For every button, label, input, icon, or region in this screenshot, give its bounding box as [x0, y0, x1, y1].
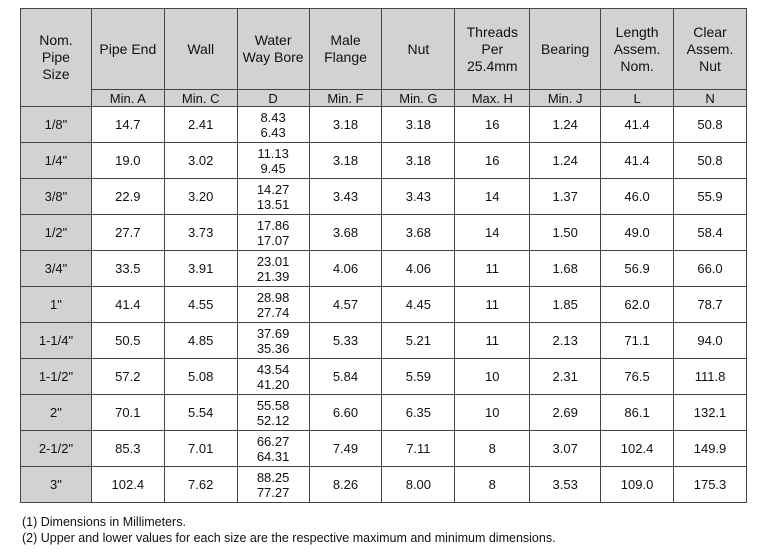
bore-lower-value: 64.31 [256, 448, 290, 464]
footnote-2: (2) Upper and lower values for each size are the respective maximum and minimum dimensions. [22, 531, 556, 545]
pipe-end-cell: 19.0 [91, 143, 164, 179]
nut-cell: 5.21 [382, 323, 455, 359]
bearing-cell: 1.37 [530, 179, 601, 215]
unit-male-flange: Min. F [309, 90, 382, 107]
wall-cell: 3.20 [164, 179, 237, 215]
dimensions-table [20, 8, 747, 503]
male-flange-cell: 3.18 [309, 107, 382, 143]
pipe-size-cell: 2" [21, 395, 92, 431]
bearing-cell: 1.24 [530, 143, 601, 179]
nut-cell: 7.11 [382, 431, 455, 467]
unit-wall: Min. C [164, 90, 237, 107]
unit-threads: Max. H [455, 90, 530, 107]
clear-cell: 94.0 [674, 323, 747, 359]
clear-cell: 111.8 [674, 359, 747, 395]
bore-lower-value: 35.36 [256, 340, 290, 356]
nut-cell: 4.45 [382, 287, 455, 323]
pipe-end-cell: 27.7 [91, 215, 164, 251]
bearing-cell: 1.50 [530, 215, 601, 251]
bore-lower-value: 77.27 [256, 484, 290, 500]
wall-cell: 3.02 [164, 143, 237, 179]
bore-cell [237, 395, 309, 431]
header-wall: Wall [164, 9, 237, 90]
header-male-flange: Male Flange [309, 9, 382, 90]
clear-cell: 58.4 [674, 215, 747, 251]
bore-upper-value: 28.98 [256, 289, 290, 305]
wall-cell: 4.55 [164, 287, 237, 323]
threads-cell: 8 [455, 467, 530, 503]
wall-cell: 3.91 [164, 251, 237, 287]
table-body [21, 107, 747, 503]
table-row [21, 287, 747, 323]
wall-cell: 5.54 [164, 395, 237, 431]
pipe-end-cell: 33.5 [91, 251, 164, 287]
bore-upper-value: 11.13 [257, 145, 289, 161]
bore-upper-value: 17.86 [256, 217, 290, 233]
pipe-size-cell: 1/2" [21, 215, 92, 251]
threads-cell: 11 [455, 287, 530, 323]
pipe-size-cell: 1/4" [21, 143, 92, 179]
length-cell: 41.4 [601, 107, 674, 143]
length-cell: 71.1 [601, 323, 674, 359]
male-flange-cell: 5.84 [309, 359, 382, 395]
pipe-end-cell: 22.9 [91, 179, 164, 215]
pipe-size-cell: 1/8" [21, 107, 92, 143]
threads-cell: 8 [455, 431, 530, 467]
table-row [21, 467, 747, 503]
bearing-cell: 3.07 [530, 431, 601, 467]
male-flange-cell: 8.26 [309, 467, 382, 503]
table-row [21, 359, 747, 395]
bore-cell [237, 107, 309, 143]
clear-cell: 66.0 [674, 251, 747, 287]
unit-clear: N [674, 90, 747, 107]
length-cell: 102.4 [601, 431, 674, 467]
male-flange-cell: 3.43 [309, 179, 382, 215]
clear-cell: 149.9 [674, 431, 747, 467]
pipe-end-cell: 70.1 [91, 395, 164, 431]
pipe-end-cell: 85.3 [91, 431, 164, 467]
bore-upper-value: 43.54 [256, 361, 290, 377]
length-cell: 62.0 [601, 287, 674, 323]
threads-cell: 14 [455, 179, 530, 215]
bore-cell [237, 215, 309, 251]
clear-cell: 175.3 [674, 467, 747, 503]
male-flange-cell: 4.06 [309, 251, 382, 287]
wall-cell: 3.73 [164, 215, 237, 251]
male-flange-cell: 4.57 [309, 287, 382, 323]
bearing-cell: 1.24 [530, 107, 601, 143]
clear-cell: 50.8 [674, 107, 747, 143]
header-nut: Nut [382, 9, 455, 90]
bearing-cell: 2.13 [530, 323, 601, 359]
bore-lower-value: 21.39 [256, 268, 290, 284]
header-row [21, 9, 747, 90]
unit-bore: D [237, 90, 309, 107]
wall-cell: 7.01 [164, 431, 237, 467]
length-cell: 41.4 [601, 143, 674, 179]
bearing-cell: 1.68 [530, 251, 601, 287]
length-cell: 109.0 [601, 467, 674, 503]
bore-cell [237, 431, 309, 467]
unit-pipe-end: Min. A [91, 90, 164, 107]
table-row [21, 143, 747, 179]
nut-cell: 6.35 [382, 395, 455, 431]
bore-upper-value: 14.27 [256, 181, 290, 197]
bore-lower-value: 27.74 [256, 304, 290, 320]
pipe-end-cell: 41.4 [91, 287, 164, 323]
male-flange-cell: 3.68 [309, 215, 382, 251]
table-row [21, 395, 747, 431]
footnotes [22, 514, 556, 546]
bore-lower-value: 52.12 [256, 412, 290, 428]
bore-upper-value: 37.69 [256, 325, 290, 341]
bore-upper-value: 66.27 [256, 433, 290, 449]
nut-cell: 3.18 [382, 107, 455, 143]
clear-cell: 50.8 [674, 143, 747, 179]
table-row [21, 107, 747, 143]
footnote-1: (1) Dimensions in Millimeters. [22, 515, 186, 529]
bearing-cell: 2.69 [530, 395, 601, 431]
header-threads-per: Threads Per 25.4mm [455, 9, 530, 90]
bore-lower-value: 9.45 [260, 160, 286, 176]
pipe-size-cell: 1-1/4" [21, 323, 92, 359]
bore-upper-value: 8.43 [260, 109, 286, 125]
threads-cell: 16 [455, 143, 530, 179]
bore-cell [237, 143, 309, 179]
unit-row [21, 90, 747, 107]
nut-cell: 5.59 [382, 359, 455, 395]
male-flange-cell: 3.18 [309, 143, 382, 179]
table-row [21, 251, 747, 287]
unit-length: L [601, 90, 674, 107]
male-flange-cell: 7.49 [309, 431, 382, 467]
nut-cell: 4.06 [382, 251, 455, 287]
length-cell: 56.9 [601, 251, 674, 287]
nut-cell: 8.00 [382, 467, 455, 503]
header-bearing: Bearing [530, 9, 601, 90]
table-row [21, 431, 747, 467]
pipe-size-cell: 1" [21, 287, 92, 323]
length-cell: 49.0 [601, 215, 674, 251]
pipe-size-cell: 1-1/2" [21, 359, 92, 395]
bore-cell [237, 467, 309, 503]
table-row [21, 215, 747, 251]
male-flange-cell: 5.33 [309, 323, 382, 359]
pipe-end-cell: 14.7 [91, 107, 164, 143]
clear-cell: 132.1 [674, 395, 747, 431]
bearing-cell: 3.53 [530, 467, 601, 503]
nut-cell: 3.43 [382, 179, 455, 215]
bore-cell [237, 287, 309, 323]
threads-cell: 10 [455, 395, 530, 431]
bore-lower-value: 17.07 [256, 232, 290, 248]
header-length-assem: Length Assem. Nom. [601, 9, 674, 90]
bore-lower-value: 6.43 [260, 124, 286, 140]
header-clear-assem: Clear Assem. Nut [674, 9, 747, 90]
pipe-end-cell: 50.5 [91, 323, 164, 359]
bore-lower-value: 13.51 [256, 196, 290, 212]
threads-cell: 11 [455, 251, 530, 287]
length-cell: 76.5 [601, 359, 674, 395]
length-cell: 46.0 [601, 179, 674, 215]
nut-cell: 3.18 [382, 143, 455, 179]
clear-cell: 78.7 [674, 287, 747, 323]
table-row [21, 323, 747, 359]
threads-cell: 14 [455, 215, 530, 251]
male-flange-cell: 6.60 [309, 395, 382, 431]
nut-cell: 3.68 [382, 215, 455, 251]
bore-cell [237, 251, 309, 287]
header-nom-pipe-size: Nom. Pipe Size [21, 9, 92, 107]
bore-upper-value: 55.58 [256, 397, 290, 413]
wall-cell: 7.62 [164, 467, 237, 503]
threads-cell: 10 [455, 359, 530, 395]
pipe-size-cell: 2-1/2" [21, 431, 92, 467]
pipe-end-cell: 57.2 [91, 359, 164, 395]
bore-cell [237, 359, 309, 395]
length-cell: 86.1 [601, 395, 674, 431]
unit-bearing: Min. J [530, 90, 601, 107]
bore-lower-value: 41.20 [256, 376, 290, 392]
threads-cell: 16 [455, 107, 530, 143]
bore-upper-value: 23.01 [256, 253, 290, 269]
clear-cell: 55.9 [674, 179, 747, 215]
pipe-end-cell: 102.4 [91, 467, 164, 503]
header-water-way-bore: Water Way Bore [237, 9, 309, 90]
bore-upper-value: 88.25 [256, 469, 290, 485]
bearing-cell: 2.31 [530, 359, 601, 395]
bore-cell [237, 179, 309, 215]
wall-cell: 2.41 [164, 107, 237, 143]
wall-cell: 4.85 [164, 323, 237, 359]
table-row [21, 179, 747, 215]
header-pipe-end: Pipe End [91, 9, 164, 90]
wall-cell: 5.08 [164, 359, 237, 395]
unit-nut: Min. G [382, 90, 455, 107]
threads-cell: 11 [455, 323, 530, 359]
pipe-size-cell: 3/4" [21, 251, 92, 287]
pipe-size-cell: 3/8" [21, 179, 92, 215]
bearing-cell: 1.85 [530, 287, 601, 323]
pipe-size-cell: 3" [21, 467, 92, 503]
bore-cell [237, 323, 309, 359]
